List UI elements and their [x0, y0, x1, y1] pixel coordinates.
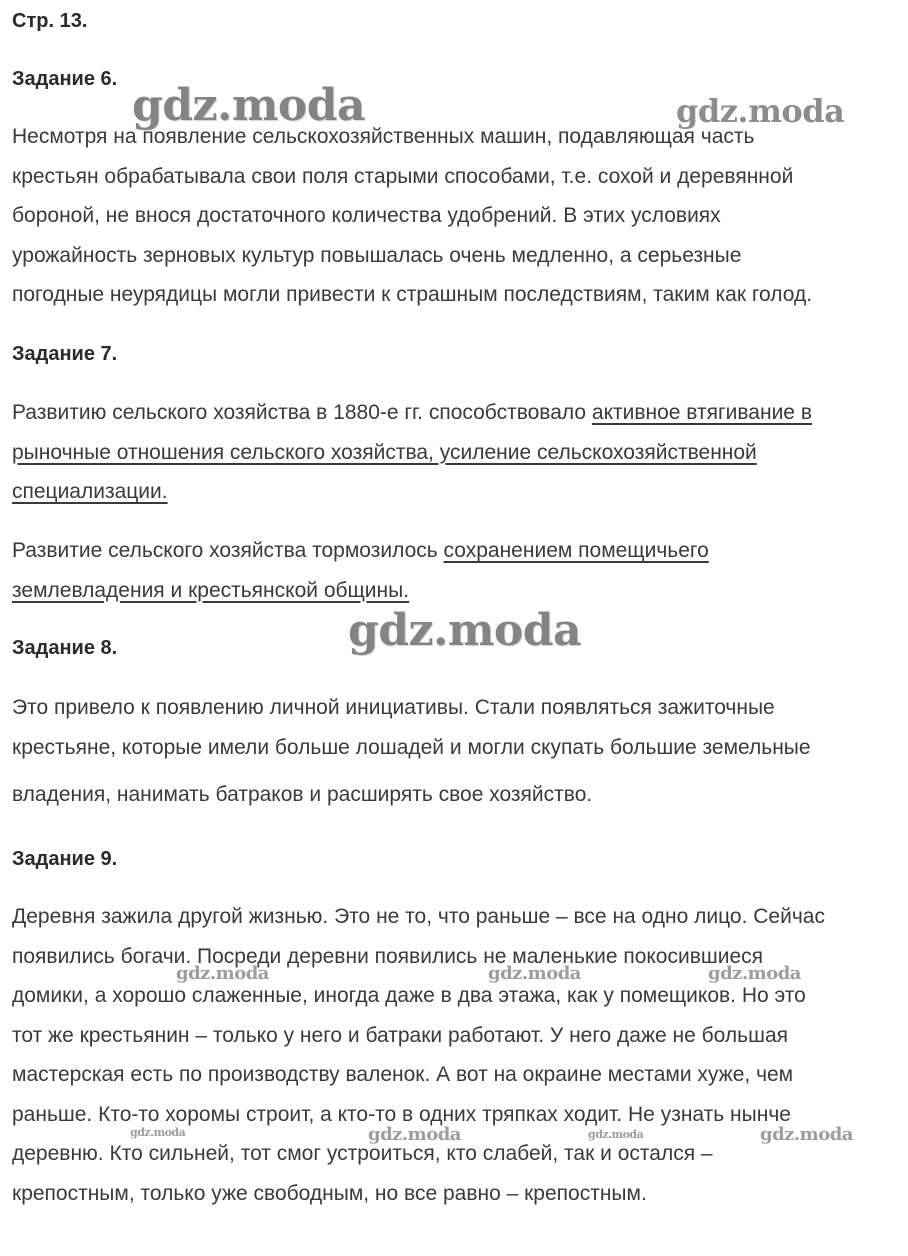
task-7-paragraph-1 [12, 393, 902, 512]
watermark-logo: gdz.moda [130, 1126, 186, 1139]
task-8-heading: Задание 8. [12, 637, 118, 659]
task-9-line: деревню. Кто сильней, тот смог устроиться, кто слабей, так и остался – [12, 1142, 713, 1165]
watermark-logo: gdz.moda [760, 1124, 853, 1145]
task-9-line: Деревня зажила другой жизнью. Это не то, что раньше – все на одно лицо. Сейчас [12, 905, 825, 928]
watermark-logo: gdz.moda [176, 963, 269, 984]
task-7-underlined-text: сохранением помещичьего [443, 539, 709, 562]
task-8-text [12, 688, 902, 815]
watermark-logo: gdz.moda [676, 92, 845, 130]
task-6-line: урожайность зерновых культур повышалась очень медленно, а серьезные [12, 243, 742, 267]
task-6-text [12, 117, 902, 315]
task-9-line: тот же крестьянин – только у него и батраки работают. У него даже не большая [12, 1023, 788, 1047]
watermark-logo: gdz.moda [132, 80, 366, 131]
task-9-line: мастерская есть по производству валенок. А вот на окраине местами хуже, чем [12, 1063, 794, 1086]
watermark-logo: gdz.moda [708, 963, 801, 984]
task-7-line [12, 531, 902, 571]
task-7-heading: Задание 7. [12, 343, 118, 365]
task-6-line: погодные неурядицы могли привести к страшным последствиям, таким как голод. [12, 283, 813, 306]
watermark-logo: gdz.moda [488, 963, 581, 984]
task-6-heading: Задание 6. [12, 68, 118, 90]
task-6-line: крестьян обрабатывала свои поля старыми способами, т.е. сохой и деревянной [12, 164, 794, 188]
task-6-line: Несмотря на появление сельскохозяйственных машин, подавляющая часть [12, 125, 755, 148]
task-7-underlined-text: активное втягивание в [591, 401, 812, 424]
watermark-logo: gdz.moda [588, 1128, 644, 1141]
task-8-line: владения, нанимать батраков и расширять свое хозяйство. [12, 783, 593, 806]
task-8-line: крестьяне, которые имели больше лошадей и могли скупать большие земельные [12, 735, 811, 759]
watermark-logo: gdz.moda [348, 605, 582, 656]
task-7-plain-text: Развитие сельского хозяйства тормозилось [12, 539, 444, 562]
task-6-line: бороной, не внося достаточного количества удобрений. В этих условиях [12, 204, 721, 227]
task-7-plain-text: Развитию сельского хозяйства в 1880-е гг. способствовало [12, 401, 592, 424]
task-9-text [12, 897, 902, 1213]
task-9-line: крепостным, только уже свободным, но все равно – крепостным. [12, 1181, 647, 1205]
page-number: Стр. 13. [12, 10, 88, 32]
task-9-heading: Задание 9. [12, 848, 118, 870]
task-8-line: Это привело к появлению личной инициативы. Стали появляться зажиточные [12, 696, 775, 719]
task-9-line: появились богачи. Посреди деревни появились не маленькие покосившиеся [12, 944, 763, 968]
task-9-line: раньше. Кто-то хоромы строит, а кто-то в одних тряпках ходит. Не узнать нынче [12, 1102, 791, 1126]
task-7-underlined-text: землевладения и крестьянской общины. [12, 578, 410, 602]
task-7-underlined-text: специализации. [12, 480, 168, 503]
task-7-underlined-text: рыночные отношения сельского хозяйства, усиление сельскохозяйственной [12, 440, 757, 464]
task-9-line: домики, а хорошо слаженные, иногда даже в два этажа, как у помещиков. Но это [12, 984, 806, 1007]
task-7-paragraph-2 [12, 531, 902, 610]
watermark-logo: gdz.moda [368, 1124, 461, 1145]
task-7-line [12, 393, 902, 433]
